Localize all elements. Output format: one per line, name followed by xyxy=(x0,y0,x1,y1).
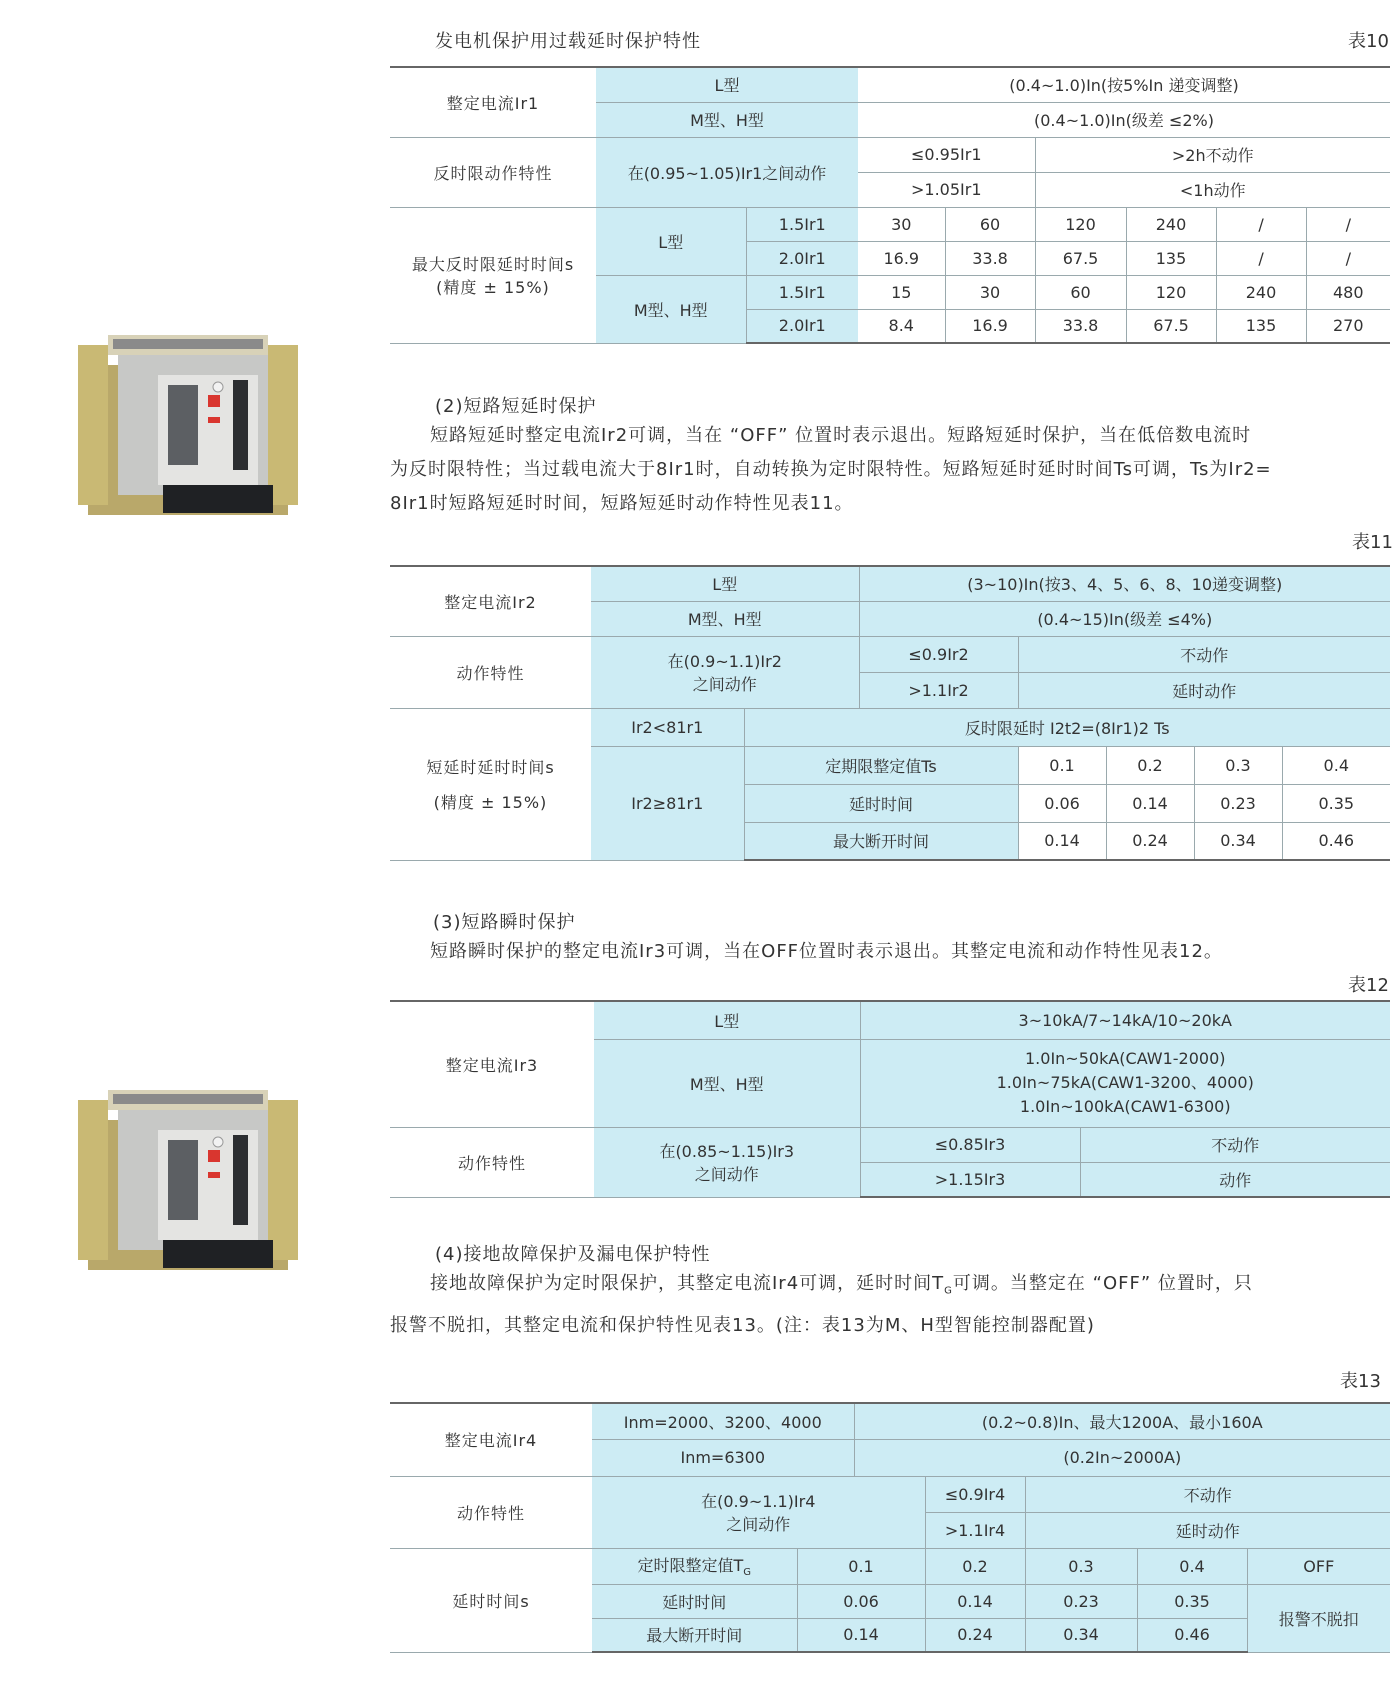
type-cell: L型 xyxy=(596,207,746,275)
value-cell: 0.2 xyxy=(925,1548,1025,1584)
condition-cell xyxy=(594,1127,860,1197)
type-cell: M型、H型 xyxy=(591,601,859,636)
row-label: 延时时间s xyxy=(390,1548,592,1652)
row-name: 最大断开时间 xyxy=(592,1618,797,1652)
value-cell: ≤0.95Ir1 xyxy=(858,137,1035,172)
value-cell: 0.06 xyxy=(797,1584,925,1618)
row-name: 最大断开时间 xyxy=(744,822,1018,860)
paragraph-line: 可调。当整定在 “OFF” 位置时，只 xyxy=(952,1273,1253,1294)
value-cell: ≤0.85Ir3 xyxy=(860,1127,1080,1162)
row-label: 整定电流Ir4 xyxy=(390,1403,592,1476)
value-cell: 480 xyxy=(1306,275,1390,309)
type-cell: L型 xyxy=(591,566,859,601)
type-cell: Inm=2000、3200、4000 xyxy=(592,1403,854,1439)
type-cell: L型 xyxy=(596,67,858,102)
value-cell: (0.4~1.0)In(按5%In 递变调整) xyxy=(858,67,1390,102)
value-cell: 67.5 xyxy=(1035,241,1126,275)
paragraph-line: 接地故障保护为定时限保护，其整定电流Ir4可调，延时时间T xyxy=(430,1273,945,1294)
table-number: 表12 xyxy=(1348,975,1389,996)
condition-cell: Ir2<81r1 xyxy=(591,708,744,746)
multiple-cell: 1.5Ir1 xyxy=(746,275,858,309)
type-cell: L型 xyxy=(594,1001,860,1039)
value-cell: 0.35 xyxy=(1282,784,1390,822)
value-cell: 135 xyxy=(1126,241,1216,275)
row-label: 整定电流Ir1 xyxy=(390,67,596,137)
multiple-cell: 2.0Ir1 xyxy=(746,241,858,275)
row-label-line: 短延时延时时间s xyxy=(426,758,555,777)
condition-cell xyxy=(592,1476,925,1548)
value-cell: >1.15Ir3 xyxy=(860,1162,1080,1197)
paragraph-line: 短路瞬时保护的整定电流Ir3可调，当在OFF位置时表示退出。其整定电流和动作特性见表12。 xyxy=(430,941,1223,962)
section-title: (2)短路短延时保护 xyxy=(435,396,597,417)
value-cell: >2h不动作 xyxy=(1035,137,1390,172)
value-cell: 30 xyxy=(945,275,1035,309)
value-cell: 120 xyxy=(1035,207,1126,241)
subscript: G xyxy=(944,1285,953,1297)
value-cell: >1.1Ir2 xyxy=(859,672,1018,708)
value-cell: 60 xyxy=(1035,275,1126,309)
value-cell: 0.46 xyxy=(1137,1618,1247,1652)
value-cell: 0.06 xyxy=(1018,784,1106,822)
value-cell: 不动作 xyxy=(1018,636,1390,672)
condition-line: 在(0.85~1.15)Ir3 xyxy=(659,1142,795,1161)
value-cell: 0.46 xyxy=(1282,822,1390,860)
table-number: 表11 xyxy=(1352,532,1393,553)
condition-line: 之间动作 xyxy=(692,675,757,694)
value-cell: 16.9 xyxy=(858,241,945,275)
value-cell: 67.5 xyxy=(1126,309,1216,343)
row-label xyxy=(390,708,591,860)
row-label: 整定电流Ir2 xyxy=(390,566,591,636)
value-cell: 270 xyxy=(1306,309,1390,343)
value-cell: 30 xyxy=(858,207,945,241)
condition-cell: Ir2≥81r1 xyxy=(591,746,744,860)
value-cell: 240 xyxy=(1126,207,1216,241)
value-cell: / xyxy=(1306,207,1390,241)
type-cell: Inm=6300 xyxy=(592,1439,854,1476)
value-cell: 15 xyxy=(858,275,945,309)
value-cell: 反时限延时 I2t2=(8Ir1)2 Ts xyxy=(744,708,1390,746)
value-cell: 0.3 xyxy=(1194,746,1282,784)
value-cell: 0.23 xyxy=(1194,784,1282,822)
value-cell: 延时动作 xyxy=(1025,1512,1390,1548)
table-12 xyxy=(390,1000,1390,1198)
paragraph xyxy=(390,419,1390,521)
value-cell: 120 xyxy=(1126,275,1216,309)
row-label-line: (精度 ± 15%) xyxy=(436,278,550,297)
table-number: 表10 xyxy=(1348,31,1389,52)
subscript: G xyxy=(743,1567,752,1579)
value-cell: 135 xyxy=(1216,309,1306,343)
row-label: 动作特性 xyxy=(390,1127,594,1197)
value-cell: 延时动作 xyxy=(1018,672,1390,708)
value-cell: 0.34 xyxy=(1194,822,1282,860)
value-cell: 0.14 xyxy=(1106,784,1194,822)
value-cell: (0.2~0.8)In、最大1200A、最小160A xyxy=(854,1403,1390,1439)
section-title: (4)接地故障保护及漏电保护特性 xyxy=(435,1244,711,1265)
value-cell: >1.05Ir1 xyxy=(858,172,1035,207)
row-name xyxy=(592,1548,797,1584)
type-cell: M型、H型 xyxy=(596,275,746,343)
condition-cell xyxy=(591,636,859,708)
condition-line: 在(0.9~1.1)Ir4 xyxy=(701,1492,816,1511)
value-cell: ≤0.9Ir2 xyxy=(859,636,1018,672)
row-label xyxy=(390,207,596,343)
table-10 xyxy=(390,66,1390,344)
table-13 xyxy=(390,1402,1390,1653)
row-label-line: 最大反时限延时时间s xyxy=(411,255,575,274)
value-cell: 0.4 xyxy=(1282,746,1390,784)
value-cell: 0.14 xyxy=(1018,822,1106,860)
value-cell: 240 xyxy=(1216,275,1306,309)
multiple-cell: 2.0Ir1 xyxy=(746,309,858,343)
value-cell: 报警不脱扣 xyxy=(1247,1584,1390,1652)
value-cell: (0.4~1.0)In(级差 ≤2%) xyxy=(858,102,1390,137)
value-line: 1.0In~75kA(CAW1-3200、4000) xyxy=(996,1073,1254,1092)
section-title: (3)短路瞬时保护 xyxy=(433,912,576,933)
type-cell: M型、H型 xyxy=(594,1039,860,1127)
value-cell: (0.4~15)In(级差 ≤4%) xyxy=(859,601,1390,636)
type-cell: M型、H型 xyxy=(596,102,858,137)
paragraph-line: 报警不脱扣，其整定电流和保护特性见表13。(注：表13为M、H型智能控制器配置) xyxy=(390,1314,1095,1336)
circuit-breaker-image xyxy=(68,1080,308,1290)
value-cell: >1.1Ir4 xyxy=(925,1512,1025,1548)
value-cell: / xyxy=(1216,241,1306,275)
value-cell: 0.1 xyxy=(797,1548,925,1584)
value-cell: (0.2In~2000A) xyxy=(854,1439,1390,1476)
value-cell: 0.14 xyxy=(925,1584,1025,1618)
row-label: 动作特性 xyxy=(390,636,591,708)
value-cell: 16.9 xyxy=(945,309,1035,343)
row-label: 反时限动作特性 xyxy=(390,137,596,207)
value-cell: 0.1 xyxy=(1018,746,1106,784)
value-cell: 0.4 xyxy=(1137,1548,1247,1584)
value-cell: <1h动作 xyxy=(1035,172,1390,207)
multiple-cell: 1.5Ir1 xyxy=(746,207,858,241)
paragraph-line: 8Ir1时短路短延时时间，短路短延时动作特性见表11。 xyxy=(390,493,854,514)
value-cell: / xyxy=(1306,241,1390,275)
row-name: 定期限整定值Ts xyxy=(744,746,1018,784)
row-name: 延时时间 xyxy=(744,784,1018,822)
value-cell: ≤0.9Ir4 xyxy=(925,1476,1025,1512)
circuit-breaker-image xyxy=(68,325,308,535)
value-cell: 8.4 xyxy=(858,309,945,343)
value-line: 1.0In~50kA(CAW1-2000) xyxy=(1025,1049,1226,1068)
condition-cell: 在(0.95~1.05)Ir1之间动作 xyxy=(596,137,858,207)
paragraph xyxy=(390,935,1390,969)
value-cell: 0.35 xyxy=(1137,1584,1247,1618)
paragraph-line: 短路短延时整定电流Ir2可调，当在 “OFF” 位置时表示退出。短路短延时保护，当在低倍数电流时 xyxy=(430,425,1252,446)
value-cell: 33.8 xyxy=(1035,309,1126,343)
row-label: 动作特性 xyxy=(390,1476,592,1548)
value-cell: 0.2 xyxy=(1106,746,1194,784)
paragraph-line: 为反时限特性；当过载电流大于8Ir1时，自动转换为定时限特性。短路短延时延时时间Ts可调，Ts为Ir2= xyxy=(390,459,1272,480)
value-cell: 0.3 xyxy=(1025,1548,1137,1584)
value-cell: 不动作 xyxy=(1080,1127,1390,1162)
condition-line: 在(0.9~1.1)Ir2 xyxy=(667,652,782,671)
value-cell: 0.24 xyxy=(1106,822,1194,860)
table-caption: 发电机保护用过载延时保护特性 xyxy=(435,31,701,52)
row-label: 整定电流Ir3 xyxy=(390,1001,594,1127)
value-cell: OFF xyxy=(1247,1548,1390,1584)
condition-line: 之间动作 xyxy=(694,1165,759,1184)
value-cell: 0.23 xyxy=(1025,1584,1137,1618)
paragraph xyxy=(390,1267,1390,1343)
value-cell: 33.8 xyxy=(945,241,1035,275)
value-cell: 不动作 xyxy=(1025,1476,1390,1512)
value-cell: 0.14 xyxy=(797,1618,925,1652)
value-cell xyxy=(860,1039,1390,1127)
value-line: 1.0In~100kA(CAW1-6300) xyxy=(1019,1097,1231,1116)
row-name-text: 定时限整定值T xyxy=(637,1556,744,1576)
value-cell: 60 xyxy=(945,207,1035,241)
value-cell: 0.24 xyxy=(925,1618,1025,1652)
value-cell: 0.34 xyxy=(1025,1618,1137,1652)
table-11 xyxy=(390,565,1390,861)
row-name: 延时时间 xyxy=(592,1584,797,1618)
table-number: 表13 xyxy=(1340,1371,1381,1392)
value-cell: 动作 xyxy=(1080,1162,1390,1197)
value-cell: (3~10)In(按3、4、5、6、8、10递变调整) xyxy=(859,566,1390,601)
condition-line: 之间动作 xyxy=(726,1515,791,1534)
value-cell: 3~10kA/7~14kA/10~20kA xyxy=(860,1001,1390,1039)
row-label-line: (精度 ± 15%) xyxy=(433,793,548,812)
value-cell: / xyxy=(1216,207,1306,241)
